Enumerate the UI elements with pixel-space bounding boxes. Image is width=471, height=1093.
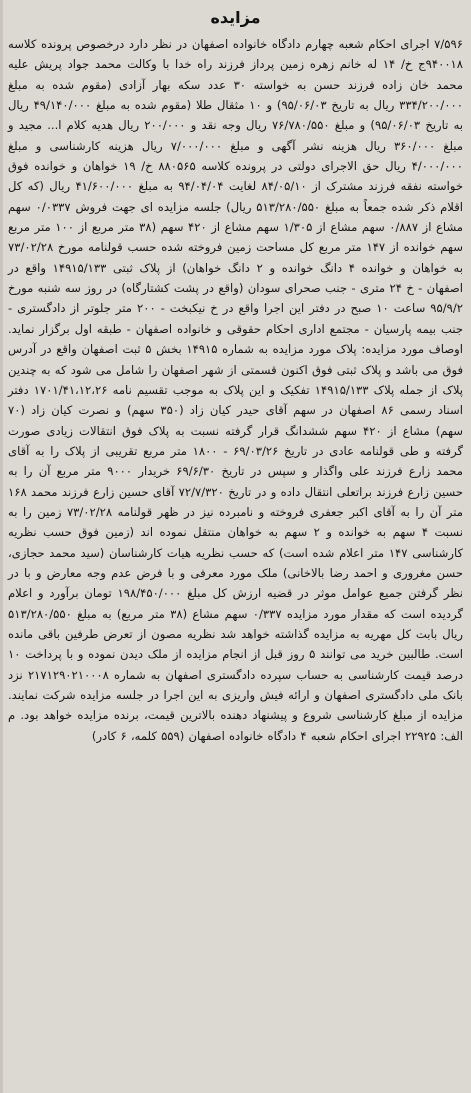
notice-body xyxy=(8,34,463,746)
notice-title: مزایده xyxy=(210,8,261,27)
paper-edge xyxy=(0,0,3,1093)
notice-body-paragraph: ۷/۵۹۶ اجرای احکام شعبه چهارم دادگاه خانواده اصفهان در نظر دارد درخصوص پرونده کلاسه ۹۴۰۰۱۸ج خ/ ۱۴ له خانم زهره زمین پرداز فرزند راه خدا با وکالت محمد جواد پریش علیه محمد خان زاده فرزند حسن به خواسته ۳۰ عدد سکه بهار آزادی (مقوم شده به مبلغ ۳۳۴/۲۰۰/۰۰۰ ریال به تاریخ ۹۵/۰۶/۰۳) و ۱۰ مثقال طلا (مقوم شده به مبلغ ۴۹/۱۴۰/۰۰۰ ریال به تاریخ ۹۵/۰۶/۰۳) و مبلغ ۷۶/۷۸۰/۵۵۰ ریال وجه نقد و ۲۰۰/۰۰۰ ریال هدیه کلام ا... مجید و مبلغ ۳۶۰/۰۰۰ ریال هزینه نشر آگهی و مبلغ ۷/۰۰۰/۰۰۰ ریال هزینه کارشناسی و مبلغ ۴/۰۰۰/۰۰۰ ریال حق الاجرای دولتی در پرونده کلاسه ۸۸۰۵۶۵ خ/ ۱۹ خواهان و خوانده فوق خواسته نفقه فرزند مشترک از ۸۴/۰۵/۱۰ لغایت ۹۴/۰۴/۰۴ به مبلغ ۴۱/۶۰۰/۰۰۰ ریال (که کل اقلام ذکر شده جمعاً به مبلغ ۵۱۳/۲۸۰/۵۵۰ ریال) جلسه مزایده ای جهت فروش ۰/۰۳۳۷ سهم مشاع از ۰/۸۸۷ سهم مشاع از ۱/۳۰۵ سهم مشاع از ۴۲۰ سهم (۳۸ متر مربع از ۱۰۰ متر مربع سهم خوانده از ۱۴۷ متر مربع کل مساحت زمین فروخته شده حسب قولنامه مورخ ۷۳/۰۲/۲۸ به خواهان و خوانده ۴ دانگ خوانده و ۲ دانگ خواهان) از پلاک ثبتی ۱۴۹۱۵/۱۳۳ واقع در اصفهان - خ ۲۴ متری - جنب صحرای سودان (واقع در پشت کشتارگاه) در روز سه شنبه مورخ ۹۵/۹/۲ ساعت ۱۰ صبح در دفتر این اجرا واقع در خ نیکبخت - ۲۰۰ متر جلوتر از دادگستری - جنب بیمه پارسیان - مجتمع اداری احکام حقوقی و خانواده اصفهان - طبقه اول برگزار نماید. اوصاف مورد مزایده: پلاک مورد مزایده به شماره ۱۴۹۱۵ بخش ۵ ثبت اصفهان واقع در آدرس فوق می باشد و پلاک ثبتی فوق اکنون قسمتی از شهر اصفهان را شامل می شود که به چندین پلاک از جمله پلاک ۱۴۹۱۵/۱۳۳ تفکیک و این پلاک به موجب تقسیم نامه ۱۷۰۱/۴۱،۱۲،۲۶ دفتر اسناد رسمی ۸۶ اصفهان در سهم آقای حیدر کیان زاد (۳۵۰ سهم) و نصرت کیان زاد (۷۰ سهم) مشاع از ۴۲۰ سهم ششدانگ قرار گرفته نسبت به پلاک فوق انتقالات زیادی صورت گرفته و طی قولنامه عادی در تاریخ ۶۹/۰۳/۲۶ - ۱۸۰۰ متر مربع تقریبی از پلاک را به آقای محمد زارع فرزند علی واگذار و سپس در تاریخ ۶۹/۶/۳۰ خریدار ۹۰۰۰ متر مربع آن را به حسین زارع فرزند براتعلی انتقال داده و در تاریخ ۷۲/۷/۳۲۰ آقای حسین زارع فرزند محمد ۱۶۸ متر آن را به آقای اکبر جعفری فروخته و نامبرده نیز در ظهر قولنامه ۷۳/۰۲/۲۸ زمین را به نسبت ۴ سهم به خوانده و ۲ سهم به خواهان منتقل نموده اند (زمین فوق حسب نظریه کارشناسی ۱۴۷ متر اعلام شده است) که حسب نظریه هیات کارشناسان (سید محمد حجازی، حسن مغروری و احمد رضا بالاخانی) ملک مورد معرفی و با فرض عدم وجه معارض و با در نظر گرفتن جمیع عوامل موثر در قضیه ارزش کل مبلغ ۱۹۸/۴۵۰/۰۰۰ تومان برآورد و اعلام گردیده است که مقدار مورد مزایده ۰/۳۳۷ سهم مشاع (۳۸ متر مربع) به مبلغ ۵۱۳/۲۸۰/۵۵۰ ریال بابت کل مهریه به مزایده گذاشته خواهد شد نظریه مصون از تعرض طرفین باقی مانده است. طالبین خرید می توانند ۵ روز قبل از انجام مزایده از ملک دیدن نموده و با پرداخت ۱۰ درصد قیمت کارشناسی به حساب سپرده دادگستری اصفهان به شماره ۲۱۷۱۲۹۰۲۱۰۰۰۸ نزد بانک ملی دادگستری اصفهان و ارائه فیش واریزی به این اجرا در جلسه مزایده شرکت نمایند. مزایده از مبلغ کارشناسی شروع و پیشنهاد دهنده بالاترین قیمت، برنده مزایده خواهد بود. م الف: ۲۲۹۲۵ اجرای احکام شعبه ۴ دادگاه خانواده اصفهان (۵۵۹ کلمه، ۶ کادر) xyxy=(8,37,464,743)
